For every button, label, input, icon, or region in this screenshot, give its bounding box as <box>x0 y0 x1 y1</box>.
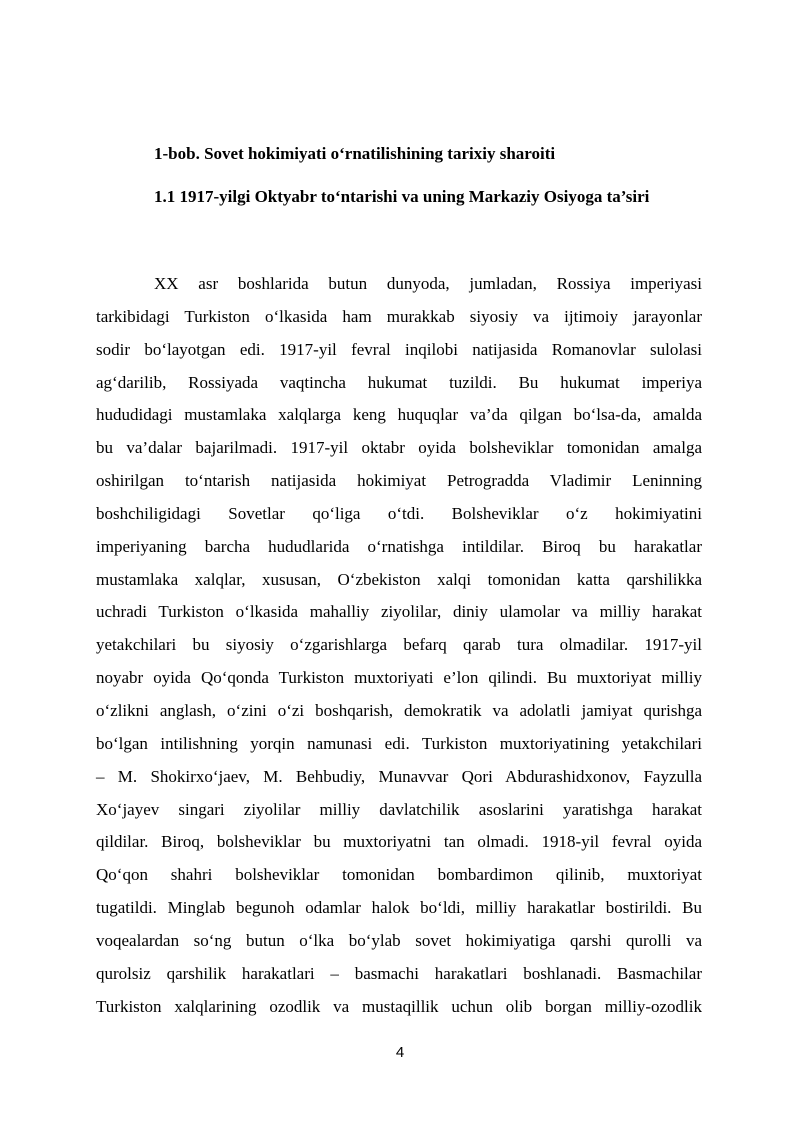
paragraph-line: boshchiligidagi Sovetlar qo‘liga o‘tdi. Bolsheviklar o‘z hokimiyatini <box>96 503 702 523</box>
paragraph-line: noyabr oyida Qo‘qonda Turkiston muxtoriyati e’lon qilindi. Bu muxtoriyat milliy <box>96 668 702 688</box>
body-paragraph <box>96 268 702 1023</box>
paragraph-line: Xo‘jayev singari ziyolilar milliy davlatchilik asoslarini yaratishga harakat <box>96 799 702 819</box>
paragraph-line: tugatildi. Minglab begunoh odamlar halok bo‘ldi, milliy harakatlar bostirildi. Bu <box>96 898 702 918</box>
paragraph-line: sodir bo‘layotgan edi. 1917-yil fevral inqilobi natijasida Romanovlar sulolasi <box>96 339 702 359</box>
paragraph-line: oshirilgan to‘ntarish natijasida hokimiyat Petrogradda Vladimir Leninning <box>96 471 702 491</box>
paragraph-line: tarkibidagi Turkiston o‘lkasida ham murakkab siyosiy va ijtimoiy jarayonlar <box>96 306 702 326</box>
paragraph-line: Turkiston xalqlarining ozodlik va mustaqillik uchun olib borgan milliy-ozodlik <box>96 996 702 1016</box>
paragraph-line: XX asr boshlarida butun dunyoda, jumladan, Rossiya imperiyasi <box>154 274 702 293</box>
paragraph-line: o‘zlikni anglash, o‘zini o‘zi boshqarish, demokratik va adolatli jamiyat qurishga <box>96 700 702 720</box>
paragraph-line: voqealardan so‘ng butun o‘lka bo‘ylab sovet hokimiyatiga qarshi qurolli va <box>96 930 702 950</box>
paragraph-line: qildilar. Biroq, bolsheviklar bu muxtoriyatni tan olmadi. 1918-yil fevral oyida <box>96 832 702 852</box>
paragraph-line: Qo‘qon shahri bolsheviklar tomonidan bombardimon qilinib, muxtoriyat <box>96 865 702 885</box>
paragraph-line: uchradi Turkiston o‘lkasida mahalliy ziyolilar, diniy ulamolar va milliy harakat <box>96 602 702 622</box>
page-number: 4 <box>395 1044 405 1061</box>
paragraph-line: yetakchilari bu siyosiy o‘zgarishlarga befarq qarab tura olmadilar. 1917-yil <box>96 635 702 655</box>
paragraph-line: mustamlaka xalqlar, xususan, O‘zbekiston xalqi tomonidan katta qarshilikka <box>96 569 702 589</box>
paragraph-line: ag‘darilib, Rossiyada vaqtincha hukumat tuzildi. Bu hukumat imperiya <box>96 372 702 392</box>
chapter-title: 1-bob. Sovet hokimiyati o‘rnatilishining tarixiy sharoiti <box>154 144 556 163</box>
paragraph-line: imperiyaning barcha hududlarida o‘rnatishga intildilar. Biroq bu harakatlar <box>96 536 702 556</box>
paragraph-line: hududidagi mustamlaka xalqlarga keng huquqlar va’da qilgan bo‘lsa-da, amalda <box>96 405 702 425</box>
paragraph-line: – M. Shokirxo‘jaev, M. Behbudiy, Munavvar Qori Abdurashidxonov, Fayzulla <box>96 766 702 786</box>
section-title: 1.1 1917-yilgi Oktyabr to‘ntarishi va uning Markaziy Osiyoga ta’siri <box>154 187 650 206</box>
paragraph-line: qurolsiz qarshilik harakatlari – basmachi harakatlari boshlanadi. Basmachilar <box>96 963 702 983</box>
paragraph-line: bu va’dalar bajarilmadi. 1917-yil oktabr oyida bolsheviklar tomonidan amalga <box>96 438 702 458</box>
paragraph-line: bo‘lgan intilishning yorqin namunasi edi. Turkiston muxtoriyatining yetakchilari <box>96 733 702 753</box>
